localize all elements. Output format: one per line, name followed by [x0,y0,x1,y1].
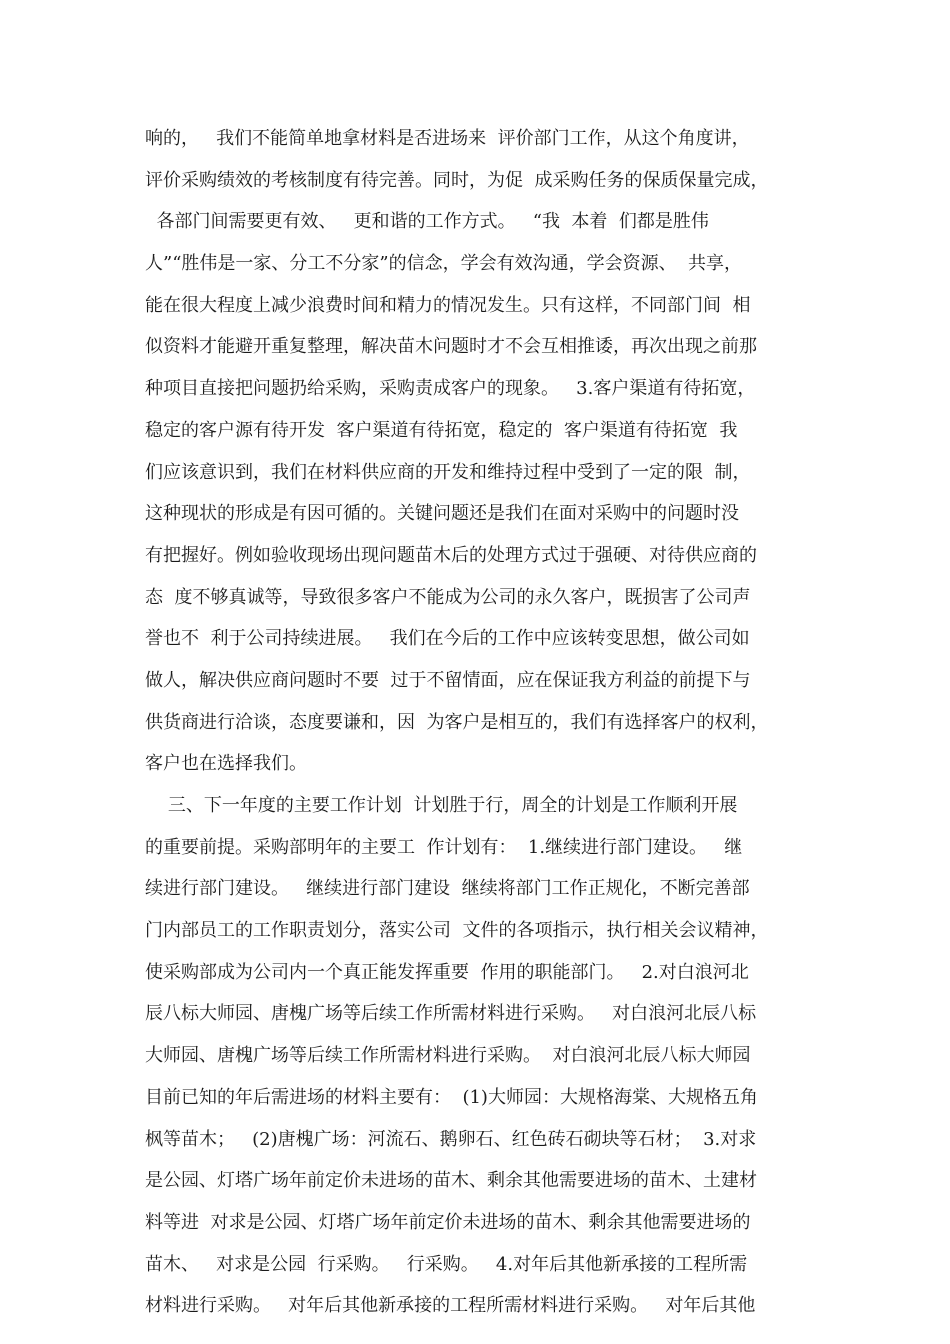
text-line: 评价采购绩效的考核制度有待完善。同时，为促 成采购任务的保质保量完成， [145,169,769,191]
text-line: 枫等苗木； (2)唐槐广场：河流石、鹅卵石、红色砖石砌块等石材； 3.对求 [145,1128,757,1150]
text-line: 大师园、唐槐广场等后续工作所需材料进行采购。 对白浪河北辰八标大师园 [145,1045,751,1067]
text-line: 态 度不够真诚等，导致很多客户不能成为公司的永久客户，既损害了公司声 [145,586,751,608]
text-line: 门内部员工的工作职责划分，落实公司 文件的各项指示，执行相关会议精神， [145,920,769,942]
text-line: 能在很大程度上减少浪费时间和精力的情况发生。只有这样，不同部门间 相 [145,294,751,316]
text-line: 辰八标大师园、唐槐广场等后续工作所需材料进行采购。 对白浪河北辰八标 [145,1003,757,1025]
text-line: 目前已知的年后需进场的材料主要有： (1)大师园：大规格海棠、大规格五角 [145,1086,758,1108]
text-line: 材料进行采购。 对年后其他新承接的工程所需材料进行采购。 对年后其他 [145,1295,756,1317]
text-line: 是公园、灯塔广场年前定价未进场的苗木、剩余其他需要进场的苗木、土建材 [145,1170,757,1192]
text-line: 稳定的客户源有待开发 客户渠道有待拓宽，稳定的 客户渠道有待拓宽 我 [145,419,738,441]
text-line: 各部门间需要更有效、 更和谐的工作方式。 “我 本着 们都是胜伟 [145,211,709,233]
text-line: 续进行部门建设。 继续进行部门建设 继续将部门工作正规化，不断完善部 [145,878,750,900]
text-line: 种项目直接把问题扔给采购，采购责成客户的现象。 3.客户渠道有待拓宽， [145,378,756,400]
body-text [145,118,825,1327]
text-line: 似资料才能避开重复整理，解决苗木问题时才不会互相推诿，再次出现之前那 [145,336,757,358]
text-line: 料等进 对求是公园、灯塔广场年前定价未进场的苗木、剩余其他需要进场的 [145,1211,751,1233]
text-line: 人”“胜伟是一家、分工不分家”的信念，学会有效沟通，学会资源、 共享， [145,253,743,275]
text-line: 客户也在选择我们。 [145,753,307,775]
text-line: 们应该意识到，我们在材料供应商的开发和维持过程中受到了一定的限 制， [145,461,751,483]
text-line: 做人，解决供应商问题时不要 过于不留情面，应在保证我方利益的前提下与 [145,669,751,691]
text-line: 苗木、 对求是公园 行采购。 行采购。 4.对年后其他新承接的工程所需 [145,1253,748,1275]
text-line: 供货商进行洽谈，态度要谦和，因 为客户是相互的，我们有选择客户的权利， [145,711,769,733]
text-line: 的重要前提。采购部明年的主要工 作计划有： 1.继续进行部门建设。 继 [145,836,743,858]
text-line: 使采购部成为公司内一个真正能发挥重要 作用的职能部门。 2.对白浪河北 [145,961,749,983]
text-line: 誉也不 利于公司持续进展。 我们在今后的工作中应该转变思想，做公司如 [145,628,750,650]
text-line: 这种现状的形成是有因可循的。关键问题还是我们在面对采购中的问题时没 [145,503,739,525]
text-line: 有把握好。例如验收现场出现问题苗木后的处理方式过于强硬、对待供应商的 [145,544,757,566]
text-line: 响的， 我们不能简单地拿材料是否进场来 评价部门工作，从这个角度讲， [145,128,750,149]
section-heading-line: 三、下一年度的主要工作计划 计划胜于行，周全的计划是工作顺利开展 [145,795,738,816]
